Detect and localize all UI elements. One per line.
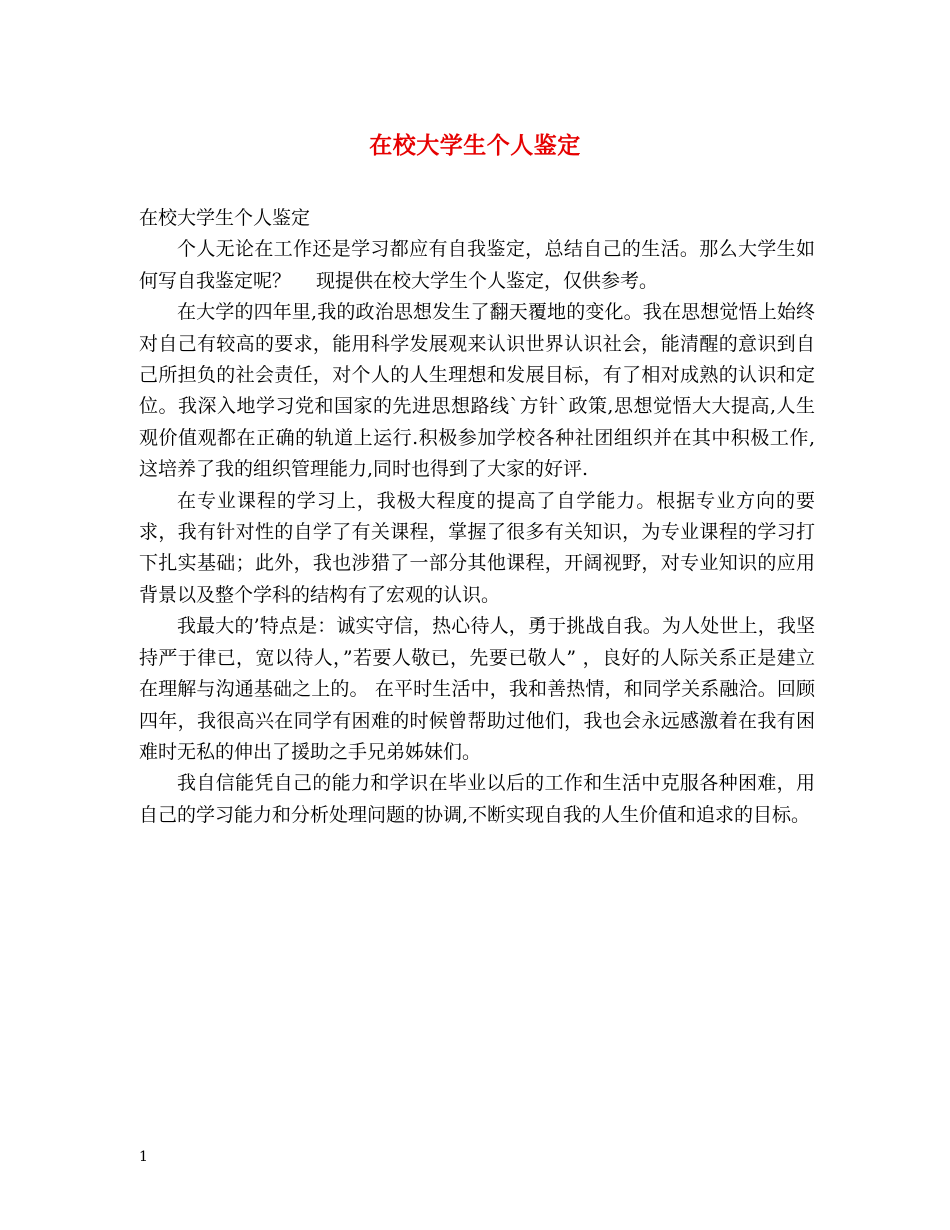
- document-subtitle: 在校大学生个人鉴定: [139, 207, 311, 229]
- document-body: [139, 203, 815, 831]
- paragraph-professional-study: 在专业课程的学习上，我极大程度的提高了自学能力。根据专业方向的要求，我有针对性的自学了有关课程，掌握了很多有关知识，为专业课程的学习打下扎实基础；此外，我也涉猎了一部分其他课程，开阔视野，对专业知识的应用背景以及整个学科的结构有了宏观的认识。: [139, 489, 815, 606]
- paragraph-personal-traits: 我最大的’特点是：诚实守信，热心待人，勇于挑战自我。为人处世上，我坚持严于律已，宽以待人，”若要人敬已，先要已敬人” ，良好的人际关系正是建立在理解与沟通基础之上的。 在平时生活中，我和善热情，和同学关系融洽。回顾四年，我很高兴在同学有困难的时候曾帮助过他们，我也会永远感激着在我有困难时无私的伸出了援助之手兄弟姊妹们。: [139, 615, 815, 763]
- page-number: 1: [139, 1149, 148, 1165]
- document-title: 在校大学生个人鉴定: [369, 132, 581, 159]
- paragraph-political-thought: 在大学的四年里,我的政治思想发生了翻天覆地的变化。我在思想觉悟上始终对自己有较高的要求，能用科学发展观来认识世界认识社会，能清醒的意识到自己所担负的社会责任，对个人的人生理想和发展目标，有了相对成熟的认识和定位。我深入地学习党和国家的先进思想路线`方针`政策,思想觉悟大大提高,人生观价值观都在正确的轨道上运行.积极参加学校各种社团组织并在其中积极工作,这培养了我的组织管理能力,同时也得到了大家的好评.: [139, 301, 815, 481]
- paragraph-conclusion: 我自信能凭自己的能力和学识在毕业以后的工作和生活中克服各种困难，用自己的学习能力和分析处理问题的协调,不断实现自我的人生价值和追求的目标。: [139, 772, 815, 826]
- paragraph-intro: 个人无论在工作还是学习都应有自我鉴定，总结自己的生活。那么大学生如何写自我鉴定呢？ 现提供在校大学生个人鉴定，仅供参考。: [139, 238, 815, 292]
